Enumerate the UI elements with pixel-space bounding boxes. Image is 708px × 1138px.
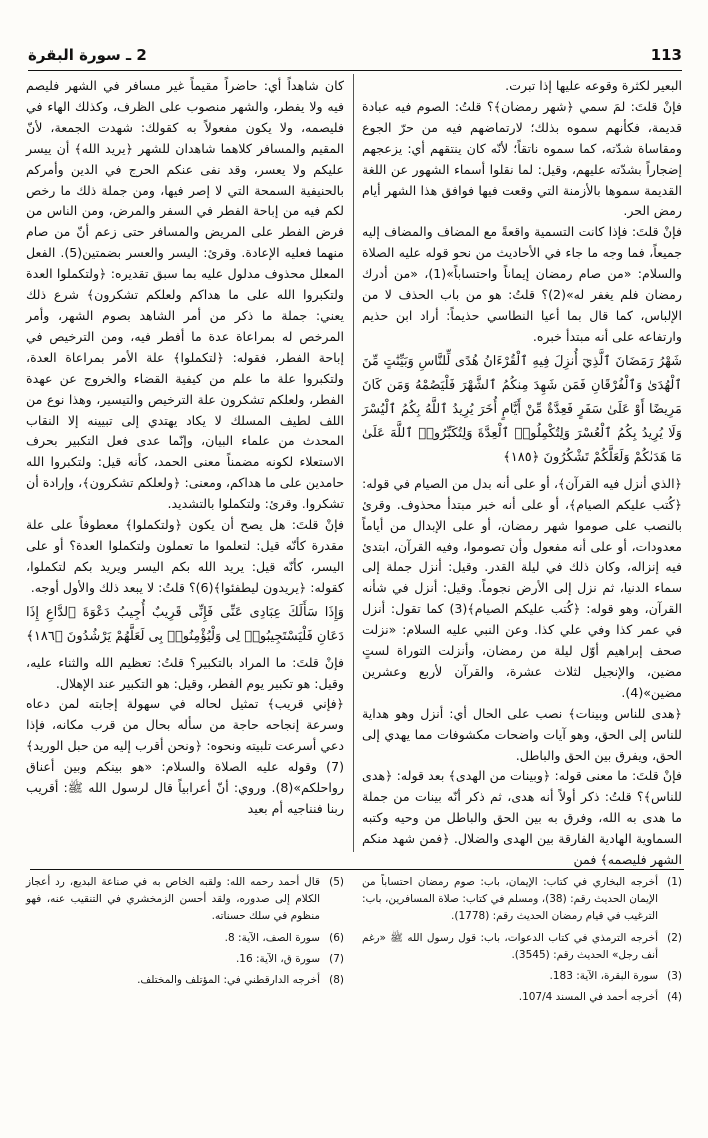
paragraph: ﴿الذي أنزل فيه القرآن﴾، أو على أنه بدل من الصيام في قوله: ﴿كُتب عليكم الصيام﴾، أو على أنه خبر مبتدأ محذوف. وقرئ بالنصب على صوموا شهر رمضان، أو على الإبدال من أياماً معدودات، أو على أنه مفعول وأن تصوموا، وفيه القرآن، ابتدئ فيه إنزاله، وكان ذلك في ليلة القدر. وقيل: أنزل جملة إلى سماء الدنيا، ثم نزل إلى الأرض نجوماً. وقيل: أنزل في شأنه القرآن، وهو قوله: ﴿كُتب عليكم الصيام﴾(3) كما تقول: أنزل في عمر كذا وفي علي كذا. وعن النبي عليه السلام: «نزلت صحف إبراهيم أوّل ليلة من رمضان، وأنزلت التوراة لستٍ مضين، والإنجيل لثلاث عشرة، والقرآن لأربع وعشرين مضين»(4). [362,475,682,700]
paragraph: فإنْ قلتَ: لمَ سمي ﴿شهر رمضان﴾؟ قلتُ: الصوم فيه عبادة قديمة، فكأنهم سموه بذلك؛ لارتماضهم فيه من حرّ الجوع ومقاساة شدّته، كما سموه ناتقاً؛ لأنّه كان ينتقهم أي: يزعجهم إضجاراً بشدّته عليهم، وقيل: لما نقلوا أسماء الشهور عن اللغة القديمة سموها بالأزمنة التي وقعت فيها فوافق هذا الشهر أيام رمض الحر. [362,98,682,219]
footnote-number: (8) [329,974,344,987]
footnote [362,968,682,985]
footnote [26,874,344,926]
footnote [26,930,344,947]
footnote [362,930,682,964]
paragraph: فإنْ قلتَ: هل يصح أن يكون ﴿ولتكملوا﴾ معطوفاً على علة مقدرة كأنّه قيل: لتعلموا ما تعملون ولتكملوا العدة؟ أو على اليسر، كأنّه قيل: يريد الله بكم اليسر ويريد بكم لتكملوا، كقوله: ﴿يريدون ليطفئوا﴾(6)؟ قلتُ: لا يبعد ذلك والأول أوجه. [26,517,344,595]
paragraph: فإنْ قلتَ: ما معنى قوله: ﴿وبينات من الهدى﴾ بعد قوله: ﴿هدى للناس﴾؟ قلتُ: ذكر أولاً أنه هدى، ثم ذكر أنّه بينات من جملة ما هدى به الله، وفرق به بين الحق والباطل من وحيه وكتبه السماوية الهادية الفارقة بين الهدى والضلال. ﴿فمن شهد منكم الشهر فليصمه﴾ فمن [362,768,682,868]
footnote-number: (3) [667,970,682,983]
surah-title: 2 ـ سورة البقرة [28,46,147,64]
page-header [28,44,682,72]
footnote-text: سورة ق، الآية: 16. [235,952,320,965]
paragraph: البعير لكثرة وقوعه عليها إذا تبرت. [505,78,682,93]
paragraph: كان شاهداً أي: حاضراً مقيماً غير مسافر في الشهر فليصم فيه ولا يفطر، والشهر منصوب على الظرف، وكذلك الهاء في فليصمه، ولا يكون مفعولاً به كقولك: شهدت الجمعة، لأنّ المقيم والمسافر كلاهما شاهدان للشهر ﴿يريد الله﴾ أن ييسر عليكم ولا يعسر، وقد نفى عنكم الحرج في الدين وأمركم بالحنيفية السمحة التي لا إصر فيها، ومن جملة ذلك ما رخص لكم فيه من إباحة الفطر في السفر والمرض، ومن الناس من فرض الفطر على المريض والمسافر حتى زعم أنّ من صام منهما فعليه الإعادة. وقرئ: اليسر والعسر بضمتين(5). الفعل المعلل محذوف مدلول عليه بما سبق تقديره: ﴿ولتكملوا العدة ولتكبروا الله على ما هداكم ولعلكم تشكرون﴾ شرع ذلك يعني: جملة ما ذكر من أمر الشاهد بصوم الشهر، وأمر المرخص له بمراعاة عدة ما أفطر فيه، ومن الترخيص في إباحة الفطر، فقوله: ﴿لتكملوا﴾ علة الأمر بمراعاة العدة، ولتكبروا علة ما علم من كيفية القضاء والخروج عن عهدة الفطر، ولعلكم تشكرون علة الترخيص والتيسير، وهذا نوع من اللف لطيف المسلك لا يكاد يهتدي إلى تبيينه إلا النقاب المحدث من علماء البيان، وإنّما عدى فعل التكبير بحرف الاستعلاء لكونه مضمناً معنى الحمد، كأنه قيل: ولتكبروا الله حامدين على ما هداكم، ومعنى: ﴿ولعلكم تشكرون﴾، وإرادة أن تشكروا. وقرئ: ولتكملوا بالتشديد. [26,78,344,512]
footnotes-right [362,874,682,1010]
paragraph: فإنْ قلتَ: فإذا كانت التسمية واقعةً مع المضاف والمضاف إليه جميعاً، فما وجه ما جاء في الأحاديث من نحو قوله عليه الصلاة والسلام: «من صام رمضان إيماناً واحتساباً»(1)، «من أدرك رمضان فلم يغفر له»(2)؟ قلتُ: هو من باب الحذف لا من الإلباس، كما قال بما أعيا النطاسي حذيماً: أراد ابن حذيم وارتفاعه على أنه مبتدأ خبره. [362,224,682,344]
footnote-text: سورة البقرة، الآية: 183. [549,970,658,983]
footnote-number: (5) [329,876,344,888]
footnote-rule [30,869,684,870]
paragraph: ﴿فإني قريب﴾ تمثيل لحاله في سهولة إجابته لمن دعاه وسرعة إنجاحه حاجة من سأله بحال من قرب مكانه، فإذا دعي أسرعت تلبيته ونحوه: ﴿ونحن أقرب إليه من حبل الوريد﴾(7) وقوله عليه الصلاة والسلام: «هو بينكم وبين أعناق رواحلكم»(8). وروي: أنّ أعرابياً قال لرسول الله ﷺ: أقريب ربنا فنناجيه أم بعيد [26,696,344,816]
footnote [26,951,344,968]
footnote-text: أخرجه أحمد في المسند 107/4. [518,991,658,1004]
header-rule [28,70,682,71]
footnote-number: (1) [667,876,682,888]
footnote-text: أخرجه الدارقطني في: المؤتلف والمختلف. [137,974,320,987]
quran-verse: شَهْرُ رَمَضَانَ ٱلَّذِيٓ أُنزِلَ فِيهِ ٱلْقُرْءَانُ هُدًى لِّلنَّاسِ وَبَيِّنَٰتٍ مِّنَ ٱلْهُدَىٰ وَٱلْفُرْقَانِ فَمَن شَهِدَ مِنكُمُ ٱلشَّهْرَ فَلْيَصُمْهُ وَمَن كَانَ مَرِيضًا أَوْ عَلَىٰ سَفَرٍ فَعِدَّةٌ مِّنْ أَيَّامٍ أُخَرَ يُرِيدُ ٱللَّهُ بِكُمُ ٱلْيُسْرَ وَلَا يُرِيدُ بِكُمُ ٱلْعُسْرَ وَلِتُكْمِلُوا۟ ٱلْعِدَّةَ وَلِتُكَبِّرُوا۟ ٱللَّهَ عَلَىٰ مَا هَدَىٰكُمْ وَلَعَلَّكُمْ تَشْكُرُونَ ﴿١٨٥﴾ [362,353,682,465]
footnote-number: (7) [329,952,344,965]
paragraph: فإنْ قلتَ: ما المراد بالتكبير؟ قلتُ: تعظيم الله والثناء عليه، وقيل: هو تكبير يوم الفطر، وقيل: هو التكبير عند الإهلال. [26,654,344,691]
footnote-text: أخرجه الترمذي في كتاب الدعوات، باب: قول رسول الله ﷺ «رغم أنف رجل» الحديث رقم: (3545). [362,931,658,961]
paragraph: ﴿هدى للناس وبينات﴾ نصب على الحال أي: أنزل وهو هداية للناس إلى الحق، وهو آيات واضحات مكشوفات مما يهدي إلى الحق، ويفرق بين الحق والباطل. [362,705,682,763]
footnote [362,874,682,926]
column-divider [353,74,354,852]
footnote-text: أخرجه البخاري في كتاب: الإيمان، باب: صوم رمضان احتساباً من الإيمان الحديث رقم: (38)، ومسلم في كتاب: صلاة المسافرين، باب: الترغيب في قيام رمضان الحديث رقم: (1778). [362,876,658,923]
footnote-text: سورة الصف، الآية: 8. [224,931,320,944]
footnote-number: (6) [329,931,344,944]
quran-verse: وَإِذَا سَأَلَكَ عِبَادِى عَنِّى فَإِنِّى قَرِيبٌ أُجِيبُ دَعْوَةَ ٱلدَّاعِ إِذَا دَعَانِ فَلْيَسْتَجِيبُوا۟ لِى وَلْيُؤْمِنُوا۟ بِى لَعَلَّهُمْ يَرْشُدُونَ ﴿١٨٦﴾ [26,604,344,644]
left-column [26,76,344,858]
footnotes-left [26,874,344,993]
footnote-number: (2) [667,931,682,944]
footnote-text: قال أحمد رحمه الله: ولقبه الخاص به في صناعة البديع، رد أعجاز الكلام إلى صدوره، ولقد أحسن الزمخشري في التنقيب عنه، فهو منظوم في سلك حسناته. [26,876,320,923]
right-column [362,76,682,868]
footnote-number: (4) [667,991,682,1004]
page-number: 113 [650,46,682,64]
footnote [26,972,344,989]
footnote [362,989,682,1006]
